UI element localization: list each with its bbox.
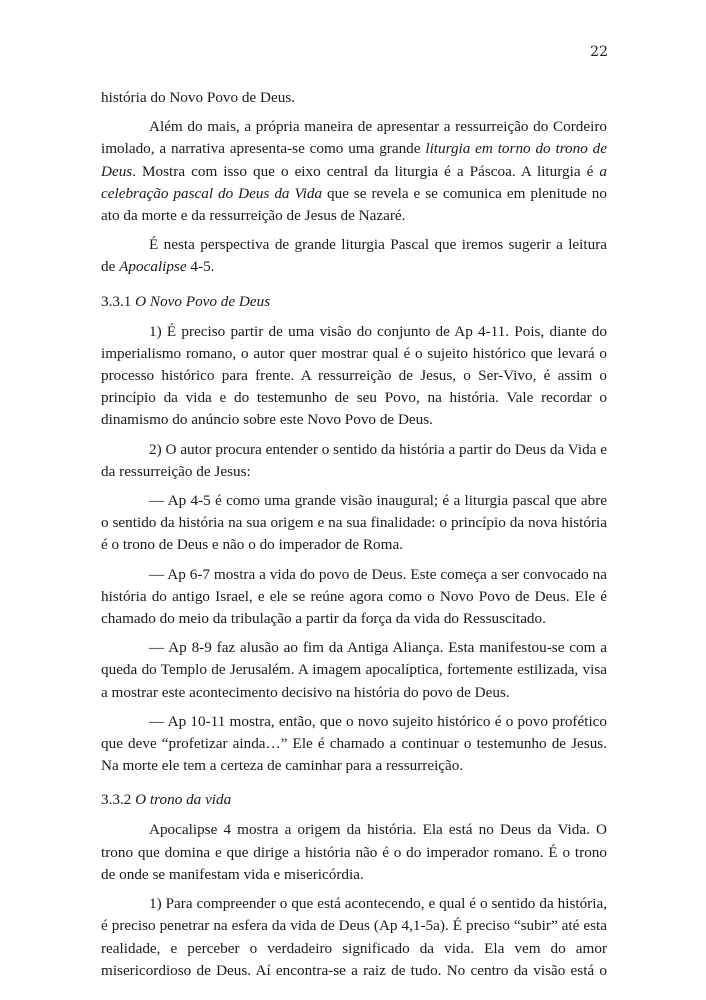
text-run: Apocalipse 4 mostra a origem da história. Ela está no Deus da Vida. O trono que domina e que dirige a história não é o do imperador romano. É o trono de onde se manifestam vida e misericórdia.: [101, 821, 607, 883]
paragraph: [101, 439, 607, 483]
text-run: . Mostra com isso que o eixo central da liturgia é a Páscoa. A liturgia é: [132, 162, 600, 180]
section-heading: [101, 291, 607, 313]
text-run: 1) É preciso partir de uma visão do conjunto de Ap 4-11. Pois, diante do imperialismo romano, o autor quer mostrar qual é o sujeito histórico que levará o processo histórico para frente. A ressurreição de Jesus, o Ser-Vivo, é assim o princípio da vida e do testemunho de seu Povo, na história. Vale recordar o dinamismo do anúncio sobre este Novo Povo de Deus.: [101, 322, 607, 429]
paragraph: [101, 234, 607, 278]
paragraph: [101, 490, 607, 557]
text-run: história do Novo Povo de Deus.: [101, 89, 296, 106]
italic-text: liturgia em torno do trono de Deus: [101, 140, 607, 180]
text-run: Além do mais, a própria maneira de apresentar a ressurreição do Cordeiro imolado, a narrativa apresenta-se como uma grande: [101, 118, 607, 158]
italic-text: O Novo Povo de Deus: [135, 292, 271, 310]
paragraph: [101, 711, 607, 778]
text-run: — Ap 8-9 faz alusão ao fim da Antiga Aliança. Esta manifestou-se com a queda do Templo de Jerusalém. A imagem apocalíptica, fortemente estilizada, visa a mostrar este acontecimento decisivo na história do povo de Deus.: [101, 639, 607, 701]
page-number: 22: [590, 44, 608, 60]
text-run: É nesta perspectiva de grande liturgia Pascal que iremos sugerir a leitura de: [101, 236, 607, 276]
text-run: 3.3.2: [101, 791, 136, 809]
text-run: — Ap 4-5 é como uma grande visão inaugural; é a liturgia pascal que abre o sentido da história na sua origem e na sua finalidade: o princípio da nova história é o trono de Deus e não o do imperador de Roma.: [101, 492, 607, 554]
paragraph: [101, 893, 607, 982]
italic-text: Apocalipse: [119, 258, 187, 276]
text-run: — Ap 6-7 mostra a vida do povo de Deus. Este começa a ser convocado na história do antigo Israel, e ele se reúne agora como o Novo Povo de Deus. Ele é chamado do meio da tribulação a partir da força da vida do Ressuscitado.: [101, 565, 607, 628]
italic-text: O trono da vida: [135, 791, 232, 809]
text-run: — Ap 10-11 mostra, então, que o novo sujeito histórico é o povo profético que deve “profetizar ainda…” Ele é chamado a continuar o testemunho de Jesus. Na morte ele tem a certeza de caminhar para a ressurreição.: [101, 712, 607, 775]
paragraph: [101, 564, 607, 631]
paragraph: [101, 321, 607, 432]
page-body: [101, 87, 607, 989]
text-run: que se revela e se comunica em plenitude no ato da morte e da ressurreição de Jesus de Nazaré.: [101, 184, 607, 225]
text-run: 3.3.1: [101, 292, 136, 310]
paragraph: [101, 637, 607, 704]
section-heading: [101, 789, 607, 811]
text-run: 2) O autor procura entender o sentido da história a partir do Deus da Vida e da ressurreição de Jesus:: [101, 440, 607, 480]
text-run: 1) Para compreender o que está acontecendo, e qual é o sentido da história, é preciso penetrar na esfera da vida de Deus (Ap 4,1-5a). É preciso “subir” até esta realidade, e perceber o verdadeiro significado da vida. Ela vem do amor misericordioso de Deus. Aí encontra-se a raiz de tudo. No centro da visão está o: [101, 895, 607, 979]
paragraph: [101, 87, 607, 109]
paragraph: [101, 116, 607, 227]
italic-text: a celebração pascal do Deus da Vida: [101, 162, 607, 202]
text-run: 4-5.: [186, 258, 215, 276]
paragraph: [101, 819, 607, 886]
